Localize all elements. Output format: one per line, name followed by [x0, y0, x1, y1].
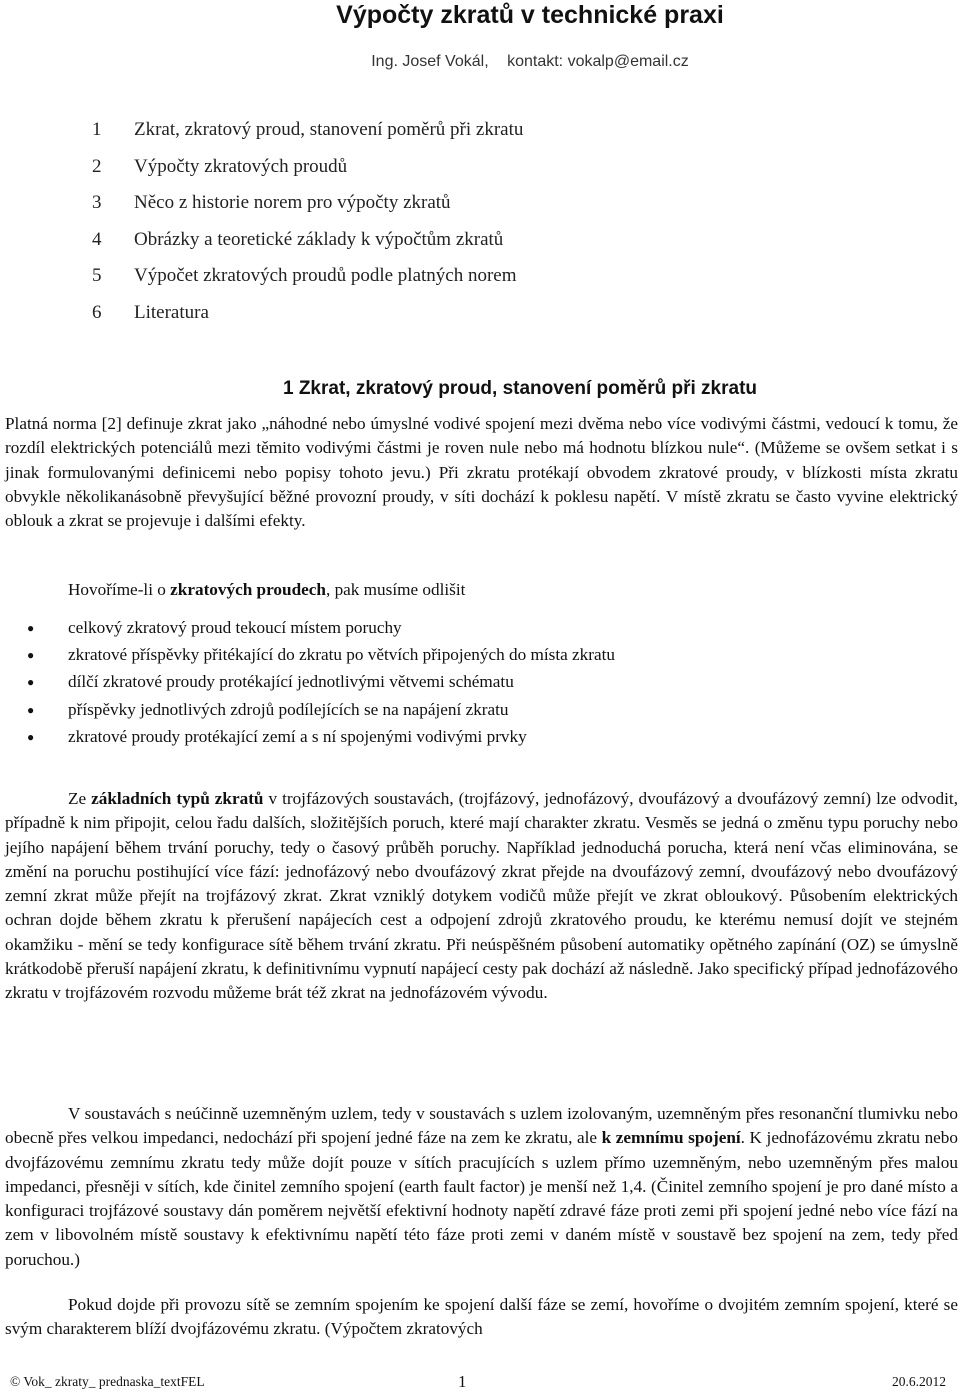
bullet-icon: ●	[27, 648, 35, 663]
author-name: Ing. Josef Vokál,	[371, 53, 489, 70]
toc-label: Literatura	[134, 301, 209, 323]
toc-label: Výpočty zkratových proudů	[134, 155, 348, 177]
intro-text: Hovoříme-li o	[68, 580, 171, 599]
toc-number: 2	[92, 155, 102, 177]
fault-types-bold: základních typů zkratů	[91, 789, 264, 808]
paragraph-definition	[5, 412, 958, 533]
toc-item	[92, 190, 792, 227]
toc-number: 1	[92, 119, 102, 140]
earth-fault-a: V soustavách s neúčinně uzemněným uzlem, tedy v soustavách s uzlem izolovaným, uzemněným přes resonanční tlumivku nebo obecně přes velkou impedanci, nedochází při spojení jedné fáze na zem ke zkratu, ale	[5, 1104, 958, 1148]
toc-label: Obrázky a teoretické základy k výpočtům zkratů	[134, 228, 504, 250]
earth-fault-d: (Činitel zemního spojení je pro dané místo a konfiguraci trojfázové soustavy dán poměrem největší efektivní hodnoty napětí zdravé fáze proti zemi při spojení jedné nebo více fází na zem v libovolném místě soustavy k efektivnímu napětí této fáze proti zemi v daném místě v soustavě bez spojení na zem, tedy před poruchou.)	[5, 1176, 958, 1269]
bullet-icon: ●	[27, 729, 35, 744]
definition-text: Platná norma [2] definuje zkrat jako „náhodné nebo úmyslné vodivé spojení mezi dvěma nebo více vodivými částmi, vedoucí k tomu, že rozdíl elektrických potenciálů mezi těmito vodivými částmi je roven nule nebo má hodnotu blízkou nule“.	[5, 414, 958, 458]
paragraph-intro-currents	[5, 578, 958, 602]
list-item	[27, 698, 927, 725]
toc-label: Zkrat, zkratový proud, stanovení poměrů při zkratu	[134, 119, 524, 140]
page-number: 1	[458, 1372, 467, 1391]
fault-types-f: Při neúspěšném působení automatiky opětného zapínání (OZ) se úmyslně krátkodobě přeruší napájení zkratu, k definitivnímu vypnutí napájecí cesty pak dochází až následně.	[5, 934, 958, 979]
footer-date: 20.6.2012	[892, 1374, 946, 1389]
toc-number: 5	[92, 265, 102, 286]
document-title: Výpočty zkratů v technické praxi	[336, 1, 724, 29]
footer-source: © Vok_ zkraty_ prednaska_textFEL	[10, 1374, 205, 1389]
toc-label: Něco z historie norem pro výpočty zkratů	[134, 192, 451, 213]
definition-note: (Můžeme se ovšem setkat i s jinak formulovanými definicemi nebo popisy tohoto jevu.)	[5, 438, 958, 482]
intro-bold: zkratových proudech	[170, 580, 326, 599]
toc-number: 4	[92, 228, 102, 250]
fault-types-e: Působením elektrických ochran dojde během zkratu k přerušení napájecích cest a odpojení zdrojů zkratového proudu, ke kterému nemusí dojít ve stejném okamžiku - mění se tedy konfigurace sítě během trvání zkratu.	[5, 886, 959, 954]
paragraph-double-earth-fault: Pokud dojde při provozu sítě se zemním spojením ke spojení další fáze se zemí, hovoříme o dvojitém zemním spojení, které se svým charakterem blíží dvojfázovému zkratu. (Výpočtem zkratových	[5, 1295, 958, 1339]
list-item-text: zkratové příspěvky přitékající do zkratu po větvích připojených do místa zkratu	[68, 645, 615, 665]
table-of-contents	[92, 117, 792, 336]
author-line	[0, 52, 960, 72]
toc-number: 6	[92, 301, 102, 323]
fault-types-start: Ze	[68, 789, 92, 808]
list-item-text: celkový zkratový proud tekoucí místem poruchy	[68, 618, 402, 637]
toc-number: 3	[92, 192, 102, 213]
fault-types-b: Vesměs se jedná o změnu typu poruchy nebo jejího napájení během trvání poruchy, tedy o časový průběh poruchy.	[5, 813, 958, 857]
list-item-text: dílčí zkratové proudy protékající jednotlivými větvemi schématu	[68, 672, 514, 692]
fault-types-c: Například jednoduchá porucha, která není včas eliminována, se změní na poruchu postihující více fází: jednofázový nebo dvoufázový zkrat přejde na dvoufázový zemní, dvoufázový nebo dvoufázový zemní zkrat může přejít na trojfázový zkrat.	[5, 837, 958, 906]
toc-label: Výpočet zkratových proudů podle platných norem	[134, 265, 517, 286]
toc-item	[92, 300, 792, 337]
bullet-icon: ●	[27, 675, 35, 690]
toc-item	[92, 154, 792, 191]
page-footer	[0, 1372, 960, 1392]
list-item	[27, 643, 927, 670]
bullet-icon: ●	[27, 702, 35, 717]
toc-item	[92, 227, 792, 264]
list-item	[27, 725, 927, 752]
bullet-list	[27, 616, 927, 752]
intro-text-end: , pak musíme odlišit	[325, 580, 466, 599]
fault-types-d: Zkrat vzniklý dotykem vodičů může přejít ve zkrat obloukový.	[322, 886, 783, 906]
shortcircuit-effects: Při zkratu protékají obvodem zkratové proudy, v blízkosti místa zkratu obvykle několikanásobně převyšující běžné provozní proudy, v síti dochází k poklesu napětí.	[5, 462, 958, 506]
list-item-text: příspěvky jednotlivých zdrojů podílejících se na napájení zkratu	[68, 699, 509, 719]
paragraph-earth-fault	[5, 1102, 958, 1272]
toc-item	[92, 263, 792, 300]
list-item	[27, 616, 927, 643]
list-item-text: zkratové proudy protékající zemí a s ní spojenými vodivými prvky	[68, 726, 527, 746]
fault-types-g: Jako specifický případ jednofázového zkratu v trojfázovém rozvodu můžeme brát též zkrat na jednofázovém vývodu.	[5, 959, 958, 1003]
section-heading: 1 Zkrat, zkratový proud, stanovení poměrů při zkratu	[282, 378, 758, 399]
fault-types-a: v trojfázových soustavách, (trojfázový, jednofázový, dvoufázový a dvoufázový zemní) lze odvodit, případně k nim připojit, celou řadu dalších, složitějších poruch, které mají charakter zkratu.	[5, 789, 958, 833]
arc-note: V místě zkratu se často vyvine elektrický oblouk a zkrat se projevuje i dalšími efekty.	[5, 486, 958, 531]
paragraph-fault-types	[5, 787, 958, 1006]
earth-fault-b: .	[740, 1128, 745, 1148]
earth-fault-bold: k zemnímu spojení	[601, 1128, 741, 1148]
earth-fault-c: K jednofázovému zkratu nebo dvojfázovému zemnímu zkratu tedy může dojít pouze v sítích pracujících s uzlem přímo uzemněným, nebo uzemněným přes malou impedanci, přesněji v sítích, kde činitel zemního spojení (earth fault factor) je menší než 1,4.	[5, 1128, 958, 1196]
bullet-icon: ●	[27, 621, 35, 635]
author-contact: kontakt: vokalp@email.cz	[507, 53, 689, 70]
toc-item	[92, 117, 792, 154]
list-item	[27, 670, 927, 697]
